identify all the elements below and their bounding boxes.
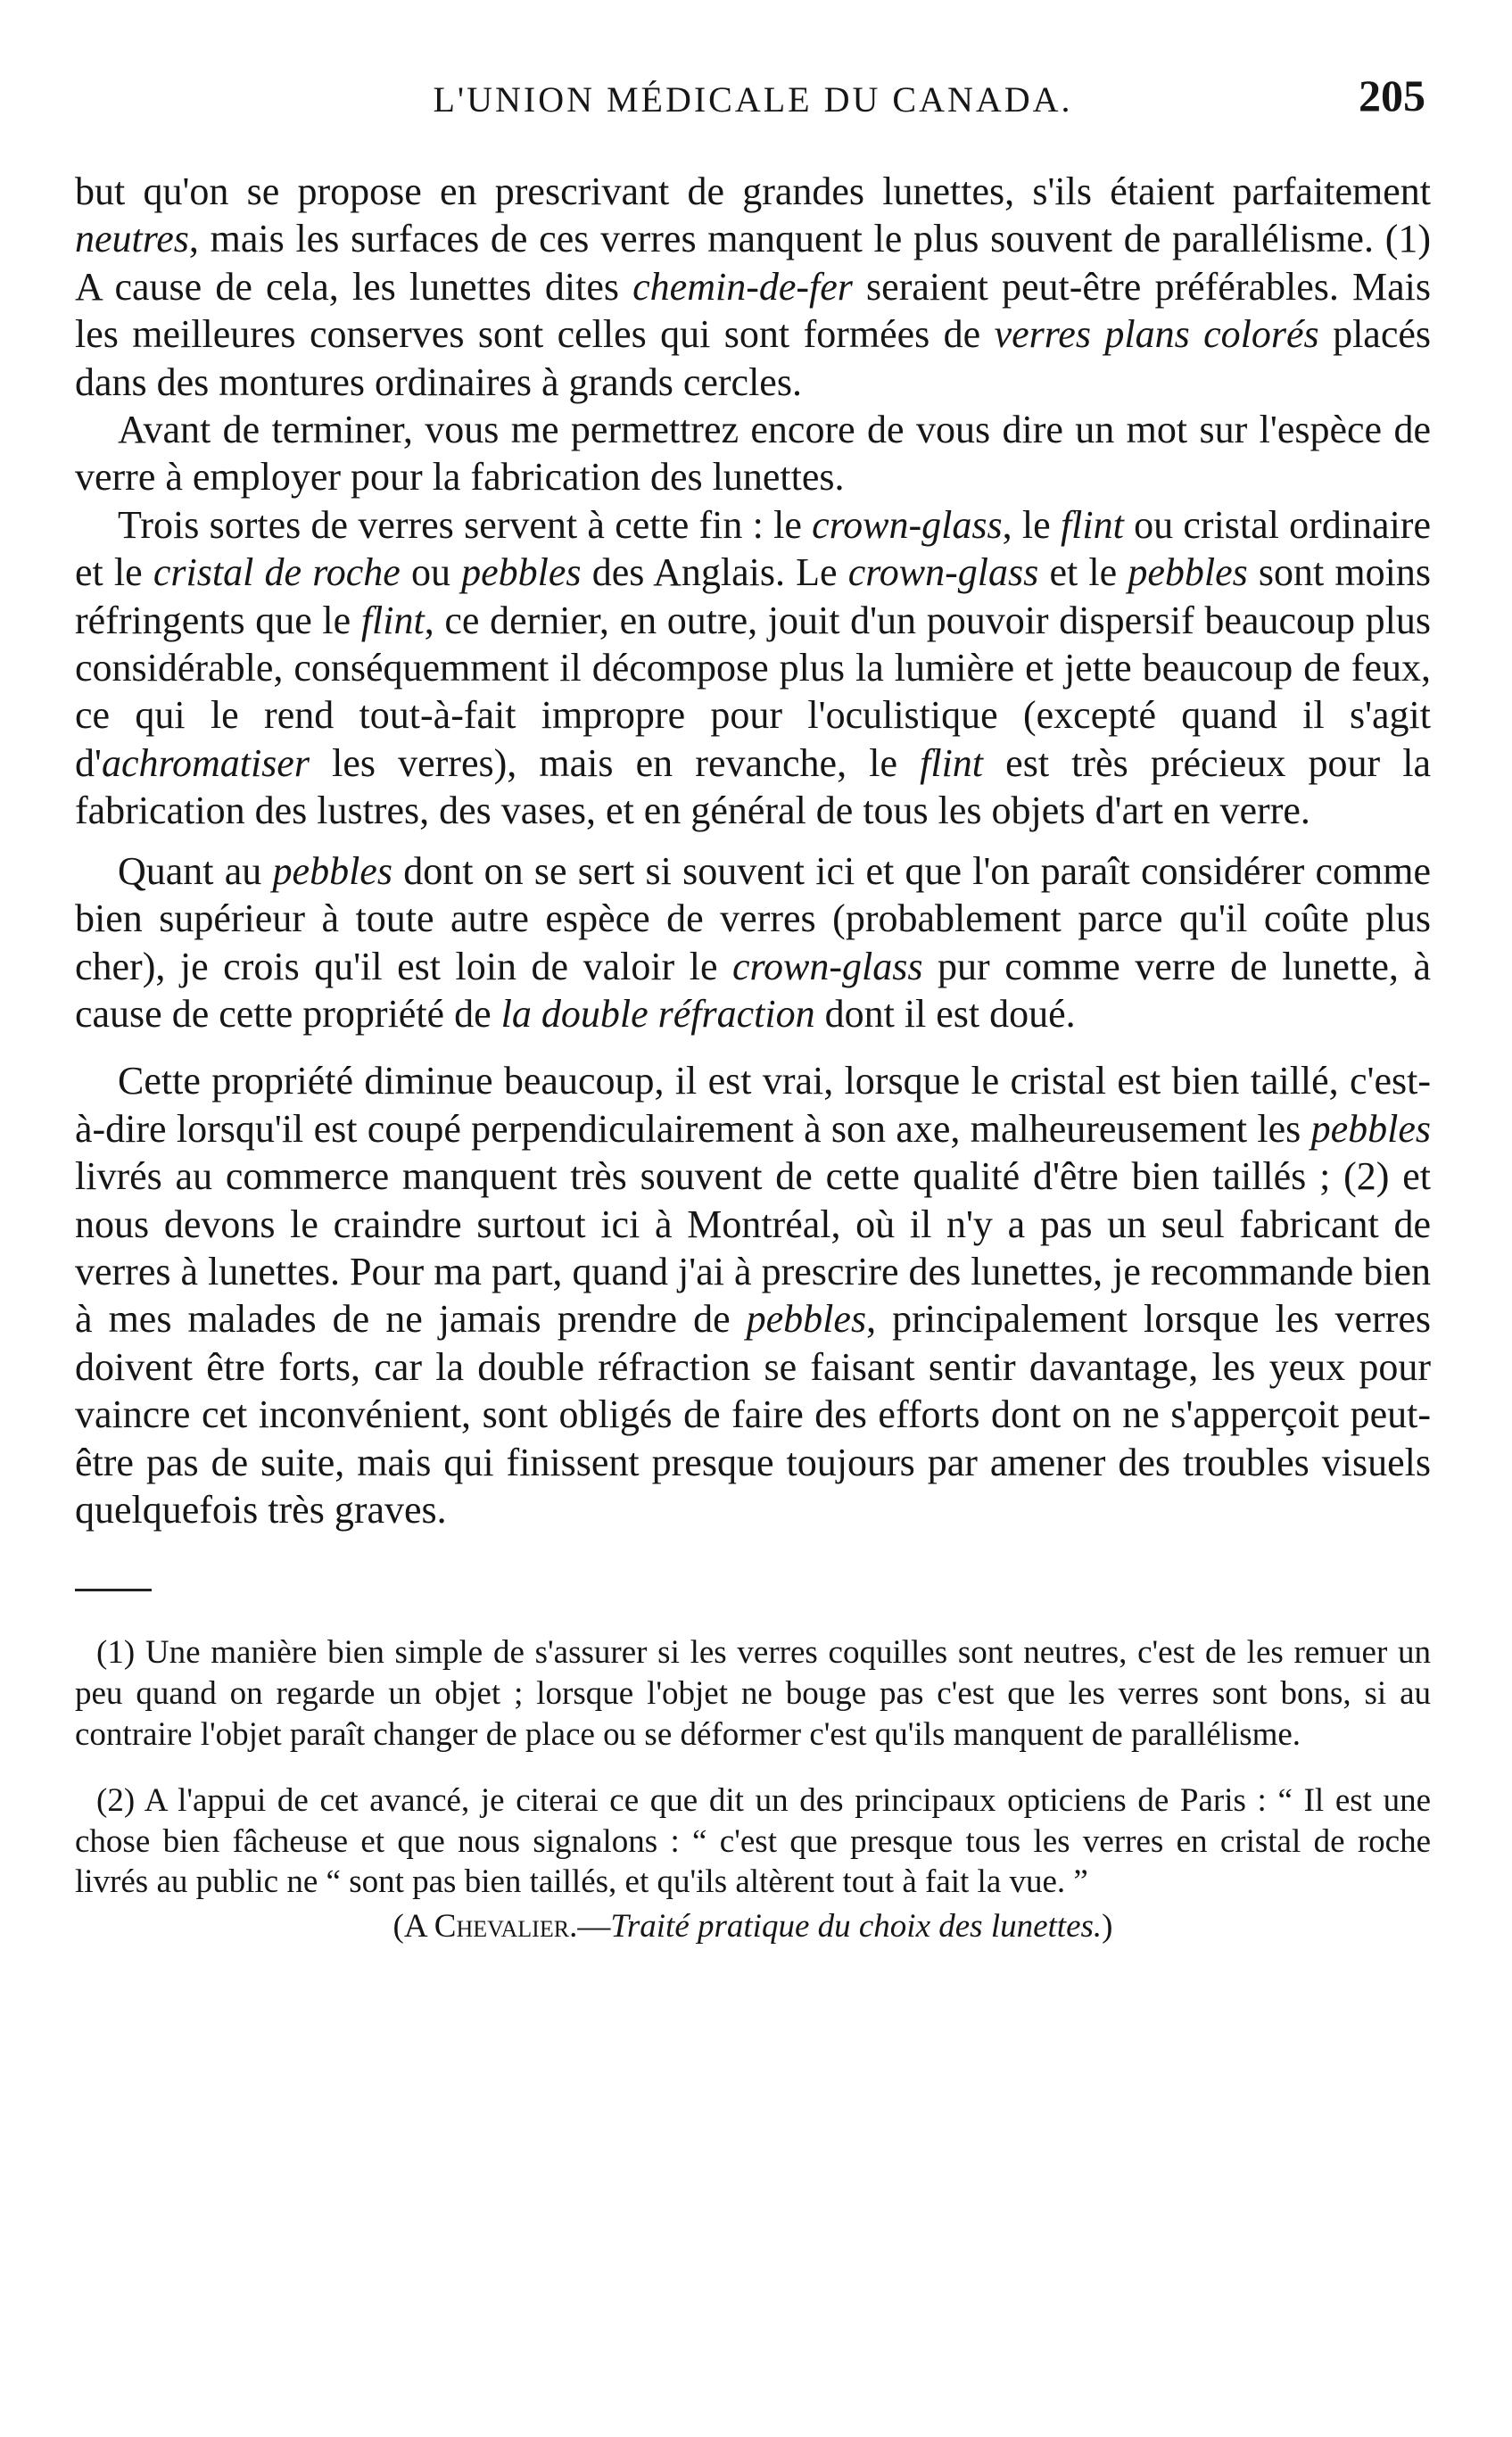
italic-term: flint xyxy=(920,740,984,785)
italic-term: pebbles xyxy=(1310,1106,1431,1151)
running-head xyxy=(75,70,1431,150)
italic-term: flint xyxy=(1060,502,1124,547)
text-run: dont il est doué. xyxy=(814,991,1076,1036)
paragraph-3 xyxy=(75,501,1431,835)
footnote-citation xyxy=(75,1906,1431,1947)
italic-term: achromatiser xyxy=(101,740,310,785)
italic-term: crown-glass xyxy=(732,944,923,988)
page xyxy=(75,70,1431,1947)
paragraph-4 xyxy=(75,847,1431,1038)
italic-term: verres plans colorés xyxy=(994,312,1319,357)
text-run: dont on se sert si souvent ici et que l'on paraît considérer comme bien supérieur à toute autre espèce de verres (probablement parce qu'il coûte plus cher), je crois qu'il est loin de valoir le xyxy=(75,848,1432,988)
text-run: ou xyxy=(400,550,462,595)
italic-term: crown-glass xyxy=(812,502,1003,547)
citation-close: ) xyxy=(1102,1908,1113,1945)
italic-term: pebbles xyxy=(1128,550,1248,595)
text-run: sont moins réfringents que le xyxy=(75,550,1431,642)
text-run: livrés au commerce manquent très souvent de cette qualité d'être bien taillés ; (2) et nous devons le craindre surtout ici à Montréal, où il n'y a pas un seul fabricant de verres à lunettes. Pour ma part, quand j'ai à prescrire des lunettes, je recommande bien à mes malades de ne jamais prendre de xyxy=(75,1154,1431,1342)
footnote-rule xyxy=(75,1589,152,1591)
citation-title: Traité pratique du choix des lunettes. xyxy=(610,1908,1103,1945)
text-run: les verres), mais en revanche, le xyxy=(309,740,921,785)
body-text xyxy=(75,168,1431,1533)
italic-term: pebbles xyxy=(746,1297,867,1342)
italic-term: crown-glass xyxy=(847,550,1039,595)
text-run: , mais les surfaces de ces verres manquent le plus souvent de parallélisme. (1) A cause de cela, les lunettes dites xyxy=(75,217,1431,309)
text-run: but qu'on se propose en prescrivant de grandes lunettes, s'ils étaient parfaitement xyxy=(75,169,1431,213)
text-run: placés dans des montures ordinaires à grands cercles. xyxy=(75,312,1432,404)
text-run: et le xyxy=(1038,550,1128,595)
italic-term: pebbles xyxy=(272,848,392,893)
text-run: pur comme verre de lunette, à cause de cette propriété de xyxy=(75,944,1431,1036)
text-run: est très précieux pour la fabrication des lustres, des vases, et en général de tous les objets d'art en verre. xyxy=(75,740,1432,833)
text-run: ou cristal ordinaire et le xyxy=(75,502,1431,595)
citation-dash: — xyxy=(577,1908,611,1945)
paragraph-5 xyxy=(75,1057,1431,1533)
italic-term: chemin-de-fer xyxy=(632,264,853,309)
text-run: Cette propriété diminue beaucoup, il est vrai, lorsque le cristal est bien taillé, c'est-à-dire lorsqu'il est coupé perpendiculairement à son axe, malheureusement les xyxy=(75,1059,1431,1151)
paragraph-1 xyxy=(75,168,1431,406)
text-run: des Anglais. Le xyxy=(581,550,848,595)
running-title: L'UNION MÉDICALE DU CANADA. xyxy=(433,79,1073,120)
italic-term: neutres xyxy=(75,217,189,261)
text-run: , ce dernier, en outre, jouit d'un pouvoir dispersif beaucoup plus considérable, conséquemment il décompose plus la lumière et jette beaucoup de feux, ce qui le rend tout-à-fait impropre pour l'oculistique (excepté quand il s'agit d' xyxy=(75,598,1432,785)
text-run: , le xyxy=(1002,502,1061,547)
text-run: seraient peut-être préférables. Mais les meilleures conserves sont celles qui sont formées de xyxy=(75,264,1432,357)
page-number: 205 xyxy=(1359,70,1425,120)
text-run: , principalement lorsque les verres doivent être forts, car la double réfraction se faisant sentir davantage, les yeux pour vaincre cet inconvénient, sont obligés de faire des efforts dont on ne s'apperçoit peut-être pas de suite, mais qui finissent presque toujours par amener des troubles visuels quelquefois très graves. xyxy=(75,1297,1431,1532)
footnote-2: (2) A l'appui de cet avancé, je citerai ce que dit un des principaux opticiens de Paris : “ Il est une chose bien fâcheuse et que nous signalons : “ c'est que presque tous les verres en cristal de roche livrés au public ne “ sont pas bien taillés, et qu'ils altèrent tout à fait la vue. ” xyxy=(75,1781,1431,1901)
footnotes xyxy=(75,1632,1431,1947)
italic-term: flint xyxy=(360,598,425,642)
text-run: Quant au xyxy=(118,848,273,893)
footnote-1: (1) Une manière bien simple de s'assurer si les verres coquilles sont neutres, c'est de les remuer un peu quand on regarde un objet ; lorsque l'objet ne bouge pas c'est que les verres sont bons, si au contraire l'objet paraît changer de place ou se déformer c'est qu'ils manquent de parallélisme. xyxy=(75,1634,1431,1753)
citation-author: (A Chevalier. xyxy=(392,1908,578,1945)
paragraph-2: Avant de terminer, vous me permettrez encore de vous dire un mot sur l'espèce de verre à employer pour la fabrication des lunettes. xyxy=(75,408,1431,500)
italic-term: cristal de roche xyxy=(153,550,401,595)
text-run: Trois sortes de verres servent à cette fin : le xyxy=(118,502,813,547)
italic-term: la double réfraction xyxy=(500,991,815,1036)
italic-term: pebbles xyxy=(461,550,582,595)
